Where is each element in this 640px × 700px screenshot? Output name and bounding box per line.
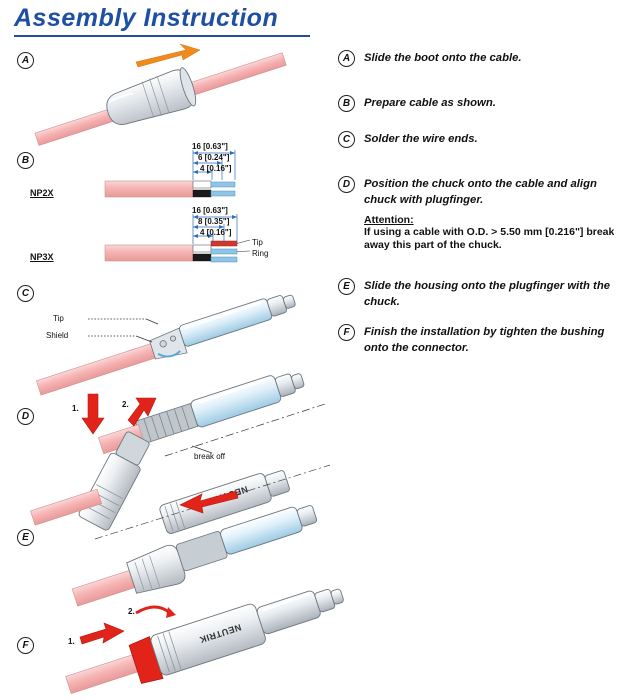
figure-b-dim-np2x-1: 16 [0.63"] [192, 142, 228, 151]
instruction-text-d: Position the chuck onto the cable and align chuck with plugfinger. [364, 178, 597, 206]
figure-b-np2x-label: NP2X [30, 188, 54, 198]
figure-d-step1-label: 1. [72, 404, 79, 413]
title-divider [14, 35, 310, 37]
instruction-e [338, 278, 630, 310]
instruction-text-e: Slide the housing onto the plugfinger with the chuck. [364, 280, 610, 308]
instruction-c [338, 131, 630, 147]
figure-b-dim-np3x-1: 16 [0.63"] [192, 206, 228, 215]
arrow-red-1-icon [82, 394, 104, 434]
instruction-f [338, 324, 630, 356]
figure-d-breakoff-label: break off [194, 452, 225, 461]
attention-block [364, 214, 630, 252]
figure-badge-c: C [17, 285, 34, 302]
instruction-text-a: Slide the boot onto the cable. [364, 52, 522, 64]
instruction-a [338, 50, 630, 66]
figure-b-dim-np3x-3: 4 [0.16"] [200, 228, 232, 237]
instruction-text-b: Prepare cable as shown. [364, 97, 496, 109]
page-title: Assembly Instruction [14, 4, 279, 32]
figure-b-dim-np3x-2: 8 [0.35"] [198, 217, 230, 226]
figure-b-dim-np2x-3: 4 [0.16"] [200, 164, 232, 173]
figure-badge-d: D [17, 408, 34, 425]
arrow-red-curve-icon [136, 607, 170, 613]
figure-b-tip-label: Tip [252, 238, 263, 247]
instruction-b [338, 95, 630, 111]
instruction-badge-e: E [338, 278, 355, 295]
figure-badge-b: B [17, 152, 34, 169]
arrow-red-4-icon [80, 623, 124, 644]
svg-text:NEUTRIK: NEUTRIK [197, 622, 243, 646]
figure-badge-f: F [17, 637, 34, 654]
instruction-badge-f: F [338, 324, 355, 341]
figure-b-np3x-label: NP3X [30, 252, 54, 262]
instruction-text-c: Solder the wire ends. [364, 133, 478, 145]
figure-a-illustration [40, 40, 310, 150]
figure-c-tip-label: Tip [53, 314, 64, 323]
instruction-badge-b: B [338, 95, 355, 112]
figure-d-step2-label: 2. [122, 400, 129, 409]
attention-text: If using a cable with O.D. > 5.50 mm [0.216"] break away this part of the chuck. [364, 226, 615, 251]
figure-f-step1-label: 1. [68, 637, 75, 646]
arrow-orange-icon [136, 44, 200, 67]
instruction-badge-a: A [338, 50, 355, 67]
instruction-d [338, 176, 630, 252]
attention-heading: Attention: [364, 214, 414, 226]
figure-badge-e: E [17, 529, 34, 546]
instruction-badge-c: C [338, 131, 355, 148]
instruction-text-f: Finish the installation by tighten the bushing onto the connector. [364, 326, 605, 354]
figure-f-illustration [40, 575, 340, 695]
figure-badge-a: A [17, 52, 34, 69]
figure-b-ring-label: Ring [252, 249, 269, 258]
figure-c-shield-label: Shield [46, 331, 69, 340]
page-title-block [14, 4, 310, 37]
figure-b-dim-np2x-2: 6 [0.24"] [198, 153, 230, 162]
figure-f-step2-label: 2. [128, 607, 135, 616]
instruction-badge-d: D [338, 176, 355, 193]
